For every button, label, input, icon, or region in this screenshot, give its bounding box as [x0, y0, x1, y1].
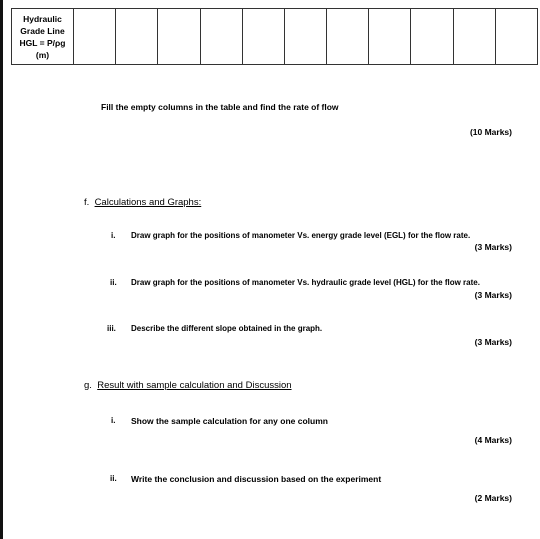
table-row [12, 9, 538, 65]
item-text: Show the sample calculation for any one column [131, 416, 328, 426]
item-marks: (3 Marks) [474, 337, 512, 347]
section-g-title: Result with sample calculation and Discussion [97, 380, 292, 391]
item-number: ii. [110, 278, 117, 287]
item-marks: (3 Marks) [474, 290, 512, 300]
empty-cell[interactable] [74, 9, 116, 65]
row-header-hgl [12, 9, 74, 65]
item-number: i. [111, 231, 116, 240]
item-marks: (4 Marks) [474, 435, 512, 445]
item-number: i. [111, 416, 116, 425]
row-header-line: HGL = P/ρg [19, 37, 66, 48]
item-marks: (2 Marks) [474, 493, 512, 503]
empty-cell[interactable] [284, 9, 326, 65]
empty-cell[interactable] [242, 9, 284, 65]
empty-cell[interactable] [327, 9, 369, 65]
item-number: ii. [110, 474, 117, 483]
section-f-title: Calculations and Graphs: [94, 197, 202, 208]
left-border [0, 0, 3, 539]
item-text: Draw graph for the positions of manometer Vs. hydraulic grade level (HGL) for the flow rate. [131, 278, 480, 287]
item-text: Draw graph for the positions of manometer Vs. energy grade level (EGL) for the flow rate. [131, 231, 471, 240]
empty-cell[interactable] [495, 9, 537, 65]
empty-cell[interactable] [411, 9, 453, 65]
item-marks: (3 Marks) [474, 242, 512, 252]
section-f-heading [84, 197, 201, 208]
hgl-table [11, 8, 538, 65]
empty-cell[interactable] [158, 9, 200, 65]
section-g-heading [84, 380, 292, 391]
section-g-label: g. [84, 380, 92, 391]
instruction-text: Fill the empty columns in the table and find the rate of flow [101, 102, 339, 112]
instruction-marks: (10 Marks) [469, 127, 512, 137]
row-header-line: Hydraulic [23, 13, 62, 24]
row-header-line: (m) [35, 49, 50, 60]
item-text: Write the conclusion and discussion based on the experiment [131, 474, 382, 484]
section-f-label: f. [84, 197, 90, 208]
item-number: iii. [107, 324, 116, 333]
empty-cell[interactable] [369, 9, 411, 65]
empty-cell[interactable] [200, 9, 242, 65]
empty-cell[interactable] [453, 9, 495, 65]
row-header-line: Grade Line [20, 25, 65, 36]
item-text: Describe the different slope obtained in the graph. [131, 324, 323, 333]
empty-cell[interactable] [116, 9, 158, 65]
